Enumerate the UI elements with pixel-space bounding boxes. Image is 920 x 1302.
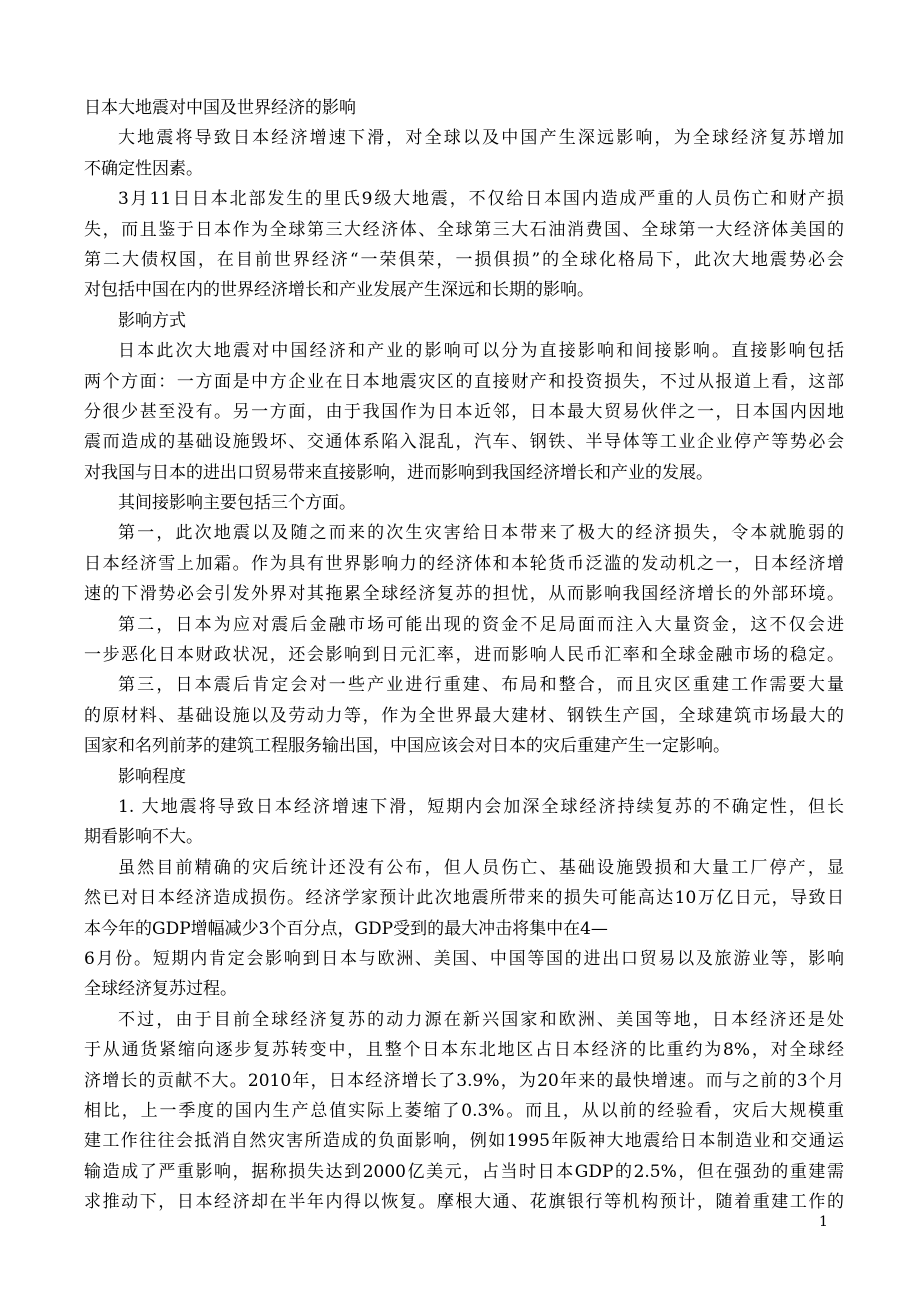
text-line: 输造成了严重影响，据称损失达到2000亿美元，占当时日本GDP的2.5%，但在强劲的重建需 xyxy=(84,1161,844,1182)
text-line: 两个方面：一方面是中方企业在日本地震灾区的直接财产和投资损失，不过从报道上看，这部 xyxy=(84,371,844,392)
text-line: 国家和名列前茅的建筑工程服务输出国，中国应该会对日本的灾后重建产生一定影响。 xyxy=(84,736,730,757)
text-line: 6月份。短期内肯定会影响到日本与欧洲、美国、中国等国的进出口贸易以及旅游业等，影响 xyxy=(84,948,844,969)
text-line: 其间接影响主要包括三个方面。 xyxy=(118,493,356,514)
text-line: 3月11日日本北部发生的里氏9级大地震，不仅给日本国内造成严重的人员伤亡和财产损 xyxy=(118,189,844,210)
document-body xyxy=(84,93,844,1217)
text-line: 日本经济雪上加霜。作为具有世界影响力的经济体和本轮货币泛滥的发动机之一，日本经济增 xyxy=(84,553,844,574)
text-line: 求推动下，日本经济却在半年内得以恢复。摩根大通、花旗银行等机构预计，随着重建工作的 xyxy=(84,1192,844,1213)
text-line: 第一，此次地震以及随之而来的次生灾害给日本带来了极大的经济损失，令本就脆弱的 xyxy=(118,523,844,544)
text-line: 一步恶化日本财政状况，还会影响到日元汇率，进而影响人民币汇率和全球金融市场的稳定。 xyxy=(84,645,844,666)
text-line: 日本此次大地震对中国经济和产业的影响可以分为直接影响和间接影响。直接影响包括 xyxy=(118,341,844,362)
text-line: 第二，日本为应对震后金融市场可能出现的资金不足局面而注入大量资金，这不仅会进 xyxy=(118,614,844,635)
text-line: 震而造成的基础设施毁坏、交通体系陷入混乱，汽车、钢铁、半导体等工业企业停产等势必会 xyxy=(84,432,844,453)
page-number: 1 xyxy=(819,1214,828,1230)
text-line: 对我国与日本的进出口贸易带来直接影响，进而影响到我国经济增长和产业的发展。 xyxy=(84,462,713,483)
text-line: 期看影响不大。 xyxy=(84,827,203,848)
text-line: 分很少甚至没有。另一方面，由于我国作为日本近邻，日本最大贸易伙伴之一，日本国内因地 xyxy=(84,401,844,422)
text-line: 对包括中国在内的世界经济增长和产业发展产生深远和长期的影响。 xyxy=(84,280,594,301)
text-line: 济增长的贡献不大。2010年，日本经济增长了3.9%，为20年来的最快增速。而与之前的3个月 xyxy=(84,1070,844,1091)
text-line: 影响程度 xyxy=(118,766,186,787)
text-line: 全球经济复苏过程。 xyxy=(84,979,237,1000)
text-line: 的原材料、基础设施以及劳动力等，作为全世界最大建材、钢铁生产国，全球建筑市场最大的 xyxy=(84,705,844,726)
document-title: 日本大地震对中国及世界经济的影响 xyxy=(84,98,356,118)
text-line: 于从通货紧缩向逐步复苏转变中，且整个日本东北地区占日本经济的比重约为8%，对全球经 xyxy=(84,1040,844,1061)
text-line: 不过，由于目前全球经济复苏的动力源在新兴国家和欧洲、美国等地，日本经济还是处 xyxy=(118,1009,844,1030)
text-line: 第二大债权国，在目前世界经济“一荣俱荣，一损俱损”的全球化格局下，此次大地震势必会 xyxy=(84,249,844,270)
text-line: 不确定性因素。 xyxy=(84,158,203,179)
text-line: 失，而且鉴于日本作为全球第三大经济体、全球第三大石油消费国、全球第一大经济体美国的 xyxy=(84,219,844,240)
text-line: 相比，上一季度的国内生产总值实际上萎缩了0.3%。而且，从以前的经验看，灾后大规模重 xyxy=(84,1100,844,1121)
text-line: 1. 大地震将导致日本经济增速下滑，短期内会加深全球经济持续复苏的不确定性，但长 xyxy=(118,796,844,817)
text-line: 建工作往往会抵消自然灾害所造成的负面影响，例如1995年阪神大地震给日本制造业和交通运 xyxy=(84,1131,844,1152)
text-line: 虽然目前精确的灾后统计还没有公布，但人员伤亡、基础设施毁损和大量工厂停产，显 xyxy=(118,857,844,878)
text-line: 第三，日本震后肯定会对一些产业进行重建、布局和整合，而且灾区重建工作需要大量 xyxy=(118,675,844,696)
text-line: 本今年的GDP增幅减少3个百分点，GDP受到的最大冲击将集中在4— xyxy=(84,918,608,939)
text-line: 影响方式 xyxy=(118,310,186,331)
text-line: 速的下滑势必会引发外界对其拖累全球经济复苏的担忧，从而影响我国经济增长的外部环境。 xyxy=(84,584,844,605)
text-line: 然已对日本经济造成损伤。经济学家预计此次地震所带来的损失可能高达10万亿日元，导致日 xyxy=(84,888,844,909)
text-line: 大地震将导致日本经济增速下滑，对全球以及中国产生深远影响，为全球经济复苏增加 xyxy=(118,128,844,149)
